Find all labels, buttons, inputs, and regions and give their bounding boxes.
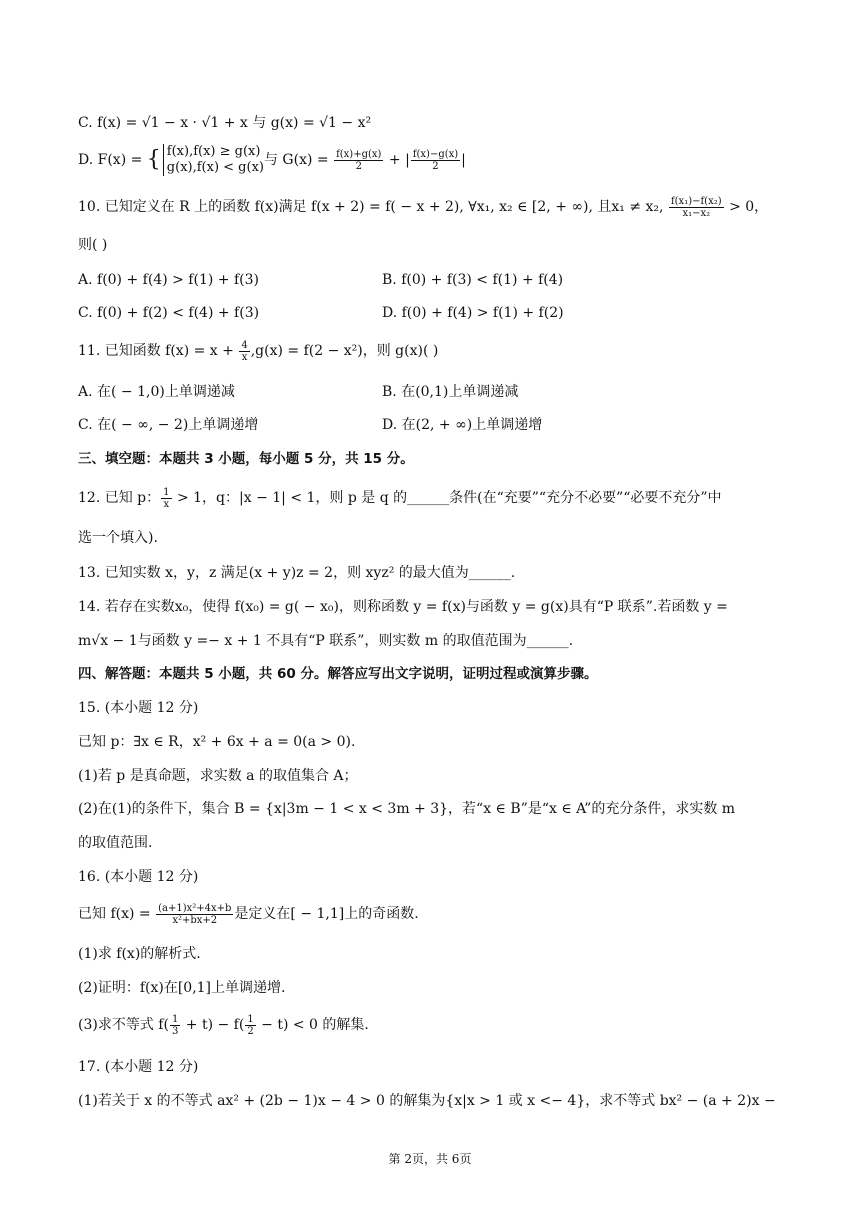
section-3-heading: 三、填空题：本题共 3 小题，每小题 5 分，共 15 分。 [78,451,414,467]
option-9c [78,113,371,133]
page-footer: 第 2页，共 6页 [388,1152,472,1166]
option-9d-cases [163,144,264,176]
option-9c-prefix: C. [78,115,98,131]
section-4-heading: 四、解答题：本题共 5 小题，共 60 分。解答应写出文字说明，证明过程或演算步骤。 [78,666,598,682]
q10-option-a: A. f(0) + f(4) > f(1) + f(3) [78,272,259,288]
question-10-line-1 [78,194,768,220]
fraction [156,903,233,926]
fraction [239,340,249,363]
fraction-numerator: 1 [247,1013,254,1025]
fraction-denominator: 2 [432,160,439,172]
question-16-line-4 [78,1011,369,1039]
question-14-line-1: 14. 若存在实数x₀，使得 f(x₀) = g( − x₀)，则称函数 y = f(x)与函数 y = g(x)具有“P 联系”.若函数 y = [78,599,728,615]
fraction [170,1014,180,1037]
q12-text: 12. 已知 p： [78,490,161,506]
q12-text-end: > 1，q：|x − 1| < 1，则 p 是 q 的______条件(在“充要”“充分不必要”“必要不充分”中 [172,490,722,506]
q11-option-b: B. 在(0,1)上单调递减 [382,384,519,400]
question-10-line-2: 则( ) [78,237,108,253]
question-15-line-3: (2)在(1)的条件下，集合 B = {x|3m − 1 < x < 3m + 3}，若“x ∈ B”是“x ∈ A”的充分条件，求实数 m [78,801,736,817]
q16-l4-text: (3)求不等式 f( [78,1017,169,1033]
fraction-denominator: 2 [247,1025,254,1037]
fraction [669,196,724,219]
fraction-denominator: 3 [171,1025,179,1037]
q11-option-c: C. 在( − ∞, − 2)上单调递增 [78,417,259,433]
fraction [245,1014,255,1037]
question-16-line-3: (2)证明：f(x)在[0,1]上单调递增. [78,980,286,996]
fraction-denominator: x [163,498,170,510]
question-12-line-2: 选一个填入). [78,530,158,546]
question-13: 13. 已知实数 x，y，z 满足(x + y)z = 2，则 xyz² 的最大值为______. [78,565,516,581]
case-2: g(x),f(x) < g(x) [166,160,264,175]
question-17-line-1: (1)若关于 x 的不等式 ax² + (2b − 1)x − 4 > 0 的解集为{x|x > 1 或 x <− 4}，求不等式 bx² − (a + 2)x − [78,1093,776,1109]
fraction-numerator: 1 [163,486,170,498]
question-15-line-1: 已知 p：∃x ∈ R，x² + 6x + a = 0(a > 0). [78,734,356,750]
question-17-heading: 17. (本小题 12 分) [78,1059,199,1075]
fraction-numerator: (a+1)x²+4x+b [158,902,232,914]
q10-text: 10. 已知定义在 R 上的函数 f(x)满足 f(x + 2) = f( − x + 2), ∀x₁, x₂ ∈ [2, + ∞), 且x₁ ≠ x₂, [78,199,668,215]
fraction-numerator: f(x)+g(x) [336,148,382,160]
question-16-line-1 [78,900,419,928]
question-11 [78,337,438,365]
q16-text: 已知 f(x) = [78,906,156,922]
question-16-line-2: (1)求 f(x)的解析式. [78,946,201,962]
q10-text-end: > 0， [724,199,769,215]
question-14-line-2: m√x − 1与函数 y =− x + 1 不具有“P 联系”，则实数 m 的取值范围为______. [78,633,574,649]
fraction [161,487,171,510]
q11-text-end: ,g(x) = f(2 − x²)，则 g(x)( ) [250,343,439,359]
fraction [334,149,383,172]
fraction-denominator: x²+bx+2 [172,914,218,926]
fraction-denominator: x [241,351,248,363]
fraction-denominator: x₁−x₂ [682,207,711,219]
fraction-numerator: 1 [171,1013,179,1025]
fraction [411,149,460,172]
fraction-denominator: 2 [355,160,362,172]
q16-l4-text-end: − t) < 0 的解集. [256,1017,369,1033]
q10-option-d: D. f(0) + f(4) > f(1) + f(2) [382,305,564,321]
option-9c-text: f(x) = √1 − x · √1 + x 与 g(x) = √1 − x² [97,115,372,131]
q11-text: 11. 已知函数 f(x) = x + [78,343,239,359]
q11-option-d: D. 在(2, + ∞)上单调递增 [382,417,543,433]
q11-option-a: A. 在( − 1,0)上单调递减 [78,384,235,400]
fraction-numerator: 4 [241,339,248,351]
question-12-line-1 [78,484,722,512]
q10-option-c: C. f(0) + f(2) < f(4) + f(3) [78,305,260,321]
question-15-line-4: 的取值范围. [78,835,153,851]
option-9d-plus: + | [384,152,410,168]
option-9d-prefix: D. F(x) = [78,152,147,168]
question-16-heading: 16. (本小题 12 分) [78,869,199,885]
case-1: f(x),f(x) ≥ g(x) [166,144,261,159]
question-15-line-2: (1)若 p 是真命题，求实数 a 的取值集合 A； [78,768,358,784]
brace-glyph: { [146,147,161,172]
option-9d-end: | [461,152,466,168]
option-9d-mid: 与 G(x) = [263,152,334,168]
option-9d [78,143,466,177]
fraction-numerator: f(x)−g(x) [412,148,459,160]
fraction-numerator: f(x₁)−f(x₂) [670,195,722,207]
question-15-heading: 15. (本小题 12 分) [78,700,199,716]
q10-option-b: B. f(0) + f(3) < f(1) + f(4) [382,272,564,288]
q16-l4-text-mid: + t) − f( [181,1017,245,1033]
q16-text-end: 是定义在[ − 1,1]上的奇函数. [234,906,419,922]
